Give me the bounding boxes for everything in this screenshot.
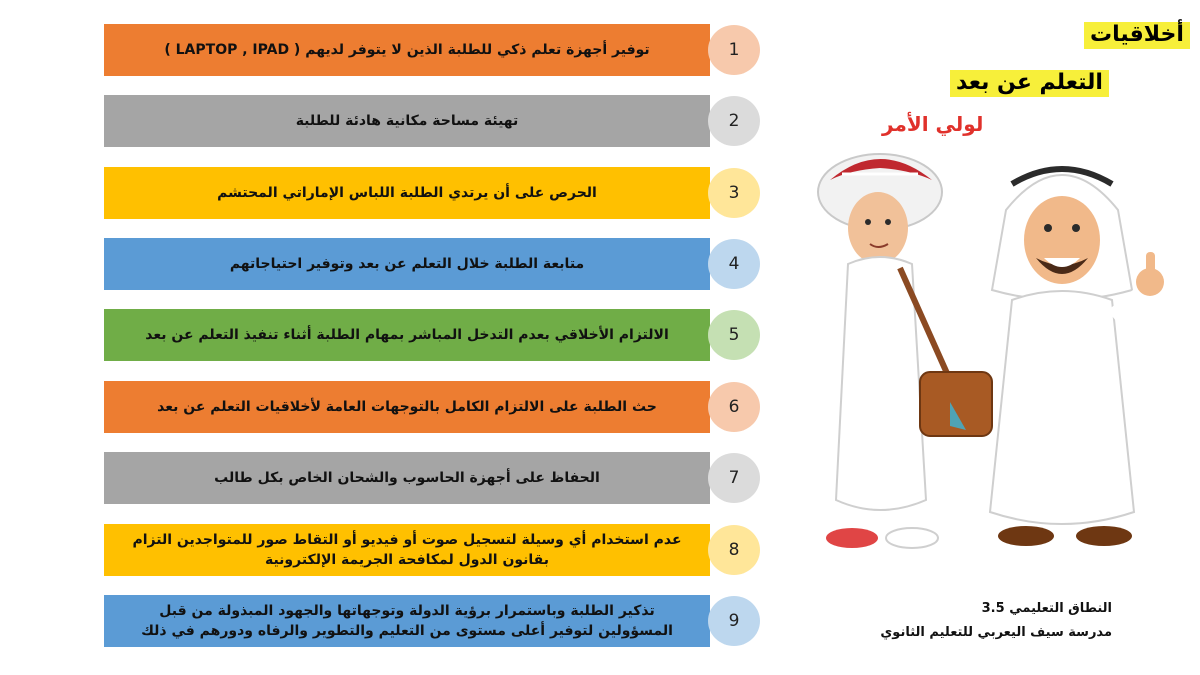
list-item (104, 238, 764, 290)
item-number-badge: 7 (708, 453, 760, 503)
item-number-badge: 4 (708, 239, 760, 289)
item-number-badge: 1 (708, 25, 760, 75)
item-number-badge: 6 (708, 382, 760, 432)
item-number-badge: 3 (708, 168, 760, 218)
item-number-badge: 5 (708, 310, 760, 360)
item-text-bar: الحرص على أن يرتدي الطلبة اللباس الإماراتي المحتشم (104, 167, 710, 219)
item-text-bar: حث الطلبة على الالتزام الكامل بالتوجهات العامة لأخلاقيات التعلم عن بعد (104, 381, 710, 433)
title-for-parents: لولي الأمر (882, 112, 984, 136)
title-distance-learning: التعلم عن بعد (950, 70, 1109, 97)
title-ethics: أخلاقيات (1084, 22, 1190, 49)
footer (850, 597, 1112, 645)
item-text-bar: متابعة الطلبة خلال التعلم عن بعد وتوفير احتياجاتهم (104, 238, 710, 290)
characters-illustration (800, 140, 1180, 560)
list-item (104, 381, 764, 433)
educational-zone: النطاق التعليمي 3.5 (981, 601, 1112, 616)
item-text-bar: الحفاظ على أجهزة الحاسوب والشحان الخاص بكل طالب (104, 452, 710, 504)
list-item (104, 167, 764, 219)
item-text-bar: توفير أجهزة تعلم ذكي للطلبة الذين لا يتوفر لديهم ( LAPTOP , IPAD ) (104, 24, 710, 76)
student-figure-icon (818, 154, 992, 548)
item-text-bar: عدم استخدام أي وسيلة لتسجيل صوت أو فيديو أو التقاط صور للمتواجدين التزام بقانون الدول لمكافحة الجريمة الإلكترونية (104, 524, 710, 576)
list-item (104, 595, 764, 647)
list-item (104, 95, 764, 147)
list-item (104, 24, 764, 76)
item-text-bar: الالتزام الأخلاقي بعدم التدخل المباشر بمهام الطلبة أثناء تنفيذ التعلم عن بعد (104, 309, 710, 361)
item-number-badge: 9 (708, 596, 760, 646)
item-text-bar: تهيئة مساحة مكانية هادئة للطلبة (104, 95, 710, 147)
list-item (104, 452, 764, 504)
list-item (104, 309, 764, 361)
father-figure-icon (990, 169, 1164, 546)
school-name: مدرسة سيف اليعربي للتعليم الثانوي (880, 625, 1112, 640)
item-number-badge: 2 (708, 96, 760, 146)
item-number-badge: 8 (708, 525, 760, 575)
item-text-bar: تذكير الطلبة وباستمرار برؤية الدولة وتوجهاتها والجهود المبذولة من قبل المسؤولين لتوفير أعلى مستوى من التعليم والتطوير والرفاه ودورهم في ذلك (104, 595, 710, 647)
list-item (104, 524, 764, 576)
